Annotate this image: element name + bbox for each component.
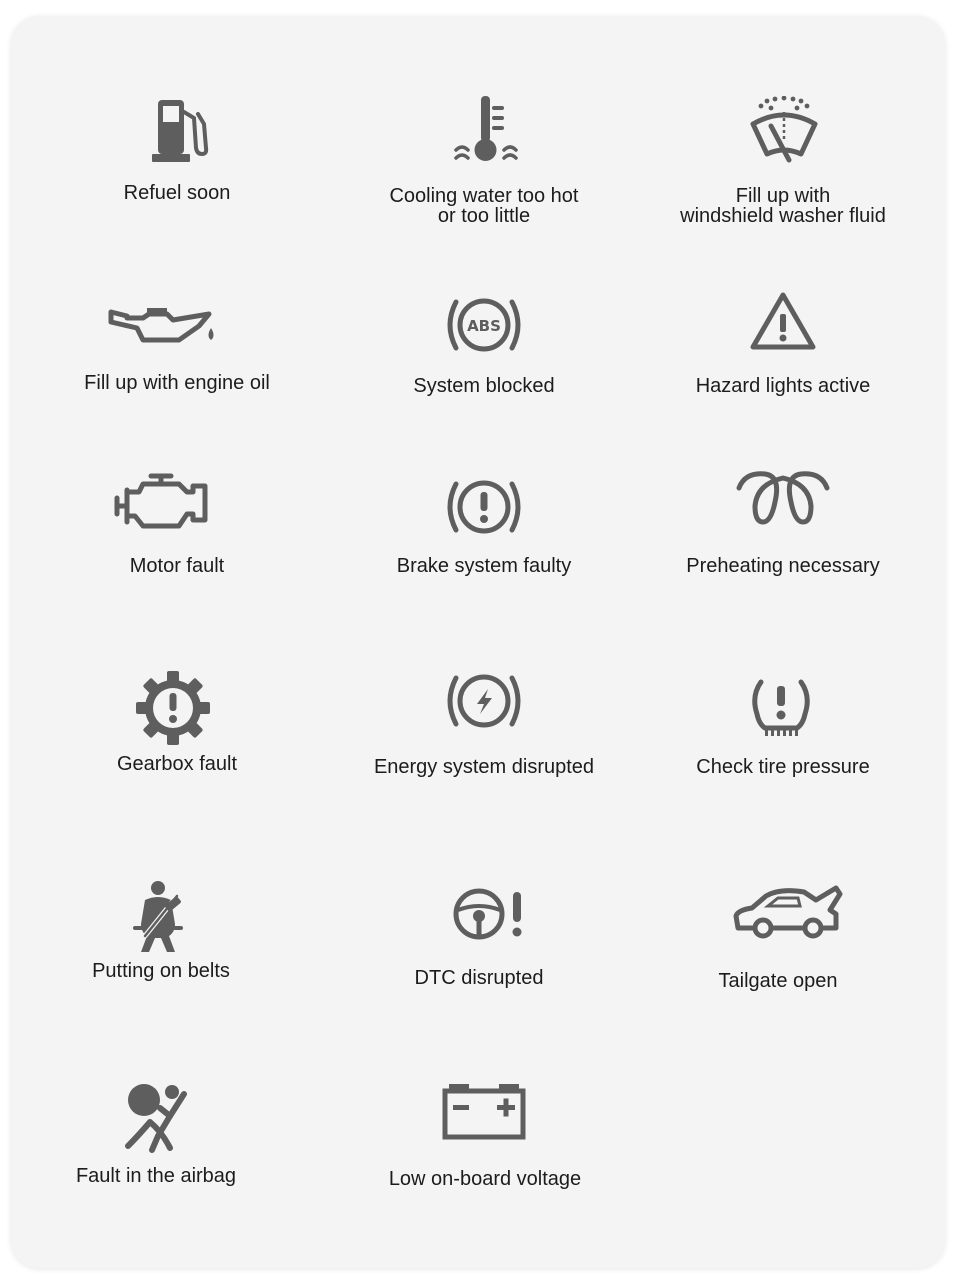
engine-icon <box>113 470 209 532</box>
indicator-label: Putting on belts <box>92 960 230 982</box>
hazard-triangle-icon <box>749 290 817 352</box>
battery-icon <box>441 1082 527 1142</box>
coolant-temperature-icon <box>454 94 520 164</box>
abs-icon <box>444 294 524 356</box>
fuel-pump-icon <box>150 96 214 164</box>
abs-icon-text: ABS <box>467 317 501 335</box>
indicator-label: Preheating necessary <box>686 555 880 577</box>
oil-can-icon <box>107 300 217 354</box>
indicator-label: Tailgate open <box>718 970 838 992</box>
indicator-label: Motor fault <box>129 555 225 577</box>
tailgate-open-icon <box>732 880 844 942</box>
indicator-label: Brake system faulty <box>396 555 572 577</box>
indicator-label: Fault in the airbag <box>75 1165 237 1187</box>
indicator-label: System blocked <box>413 375 555 397</box>
indicator-label: Refuel soon <box>123 182 231 204</box>
energy-system-icon <box>444 670 524 732</box>
indicator-label: Cooling water too hot or too little <box>389 185 579 227</box>
indicator-label: Hazard lights active <box>695 375 871 397</box>
indicator-label: Energy system disrupted <box>373 756 595 778</box>
tire-pressure-icon <box>749 678 813 742</box>
indicator-label: Fill up with engine oil <box>84 372 270 394</box>
gearbox-warning-icon <box>134 669 212 747</box>
seatbelt-icon <box>129 880 189 954</box>
glow-plug-icon <box>735 466 831 528</box>
indicator-label: Check tire pressure <box>696 756 870 778</box>
steering-warning-icon <box>451 882 527 942</box>
indicator-label: DTC disrupted <box>414 967 544 989</box>
washer-fluid-icon <box>749 96 819 164</box>
indicator-card <box>11 16 945 1268</box>
indicator-label: Fill up with windshield washer fluid <box>680 185 886 227</box>
airbag-icon <box>122 1082 192 1154</box>
indicator-label: Low on-board voltage <box>388 1168 582 1190</box>
indicator-label: Gearbox fault <box>116 753 238 775</box>
brake-warning-icon <box>444 476 524 538</box>
